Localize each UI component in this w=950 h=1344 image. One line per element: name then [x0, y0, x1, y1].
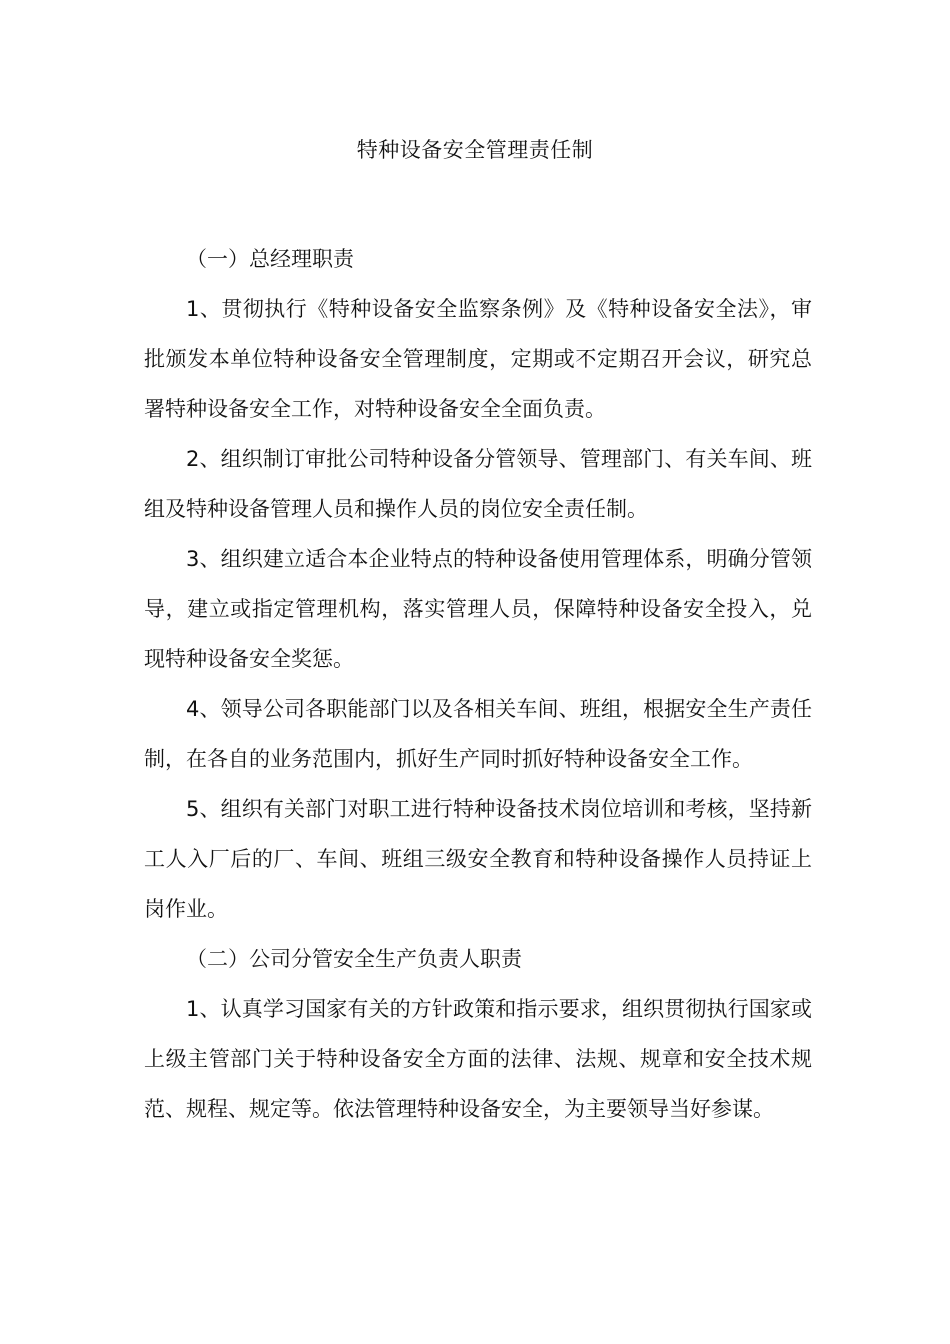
- paragraph-gm-5: 5、组织有关部门对职工进行特种设备技术岗位培训和考核，坚持新工人入厂后的厂、车间、班组三级安全教育和特种设备操作人员持证上岗作业。: [144, 797, 812, 921]
- paragraph-gm-1: 1、贯彻执行《特种设备安全监察条例》及《特种设备安全法》，审批颁发本单位特种设备安全管理制度，定期或不定期召开会议，研究总署特种设备安全工作，对特种设备安全全面负责。: [144, 297, 812, 421]
- paragraph-safety-1: 1、认真学习国家有关的方针政策和指示要求，组织贯彻执行国家或上级主管部门关于特种设备安全方面的法律、法规、规章和安全技术规范、规程、规定等。依法管理特种设备安全，为主要领导当好参谋。: [144, 997, 812, 1121]
- paragraph-gm-3: 3、组织建立适合本企业特点的特种设备使用管理体系，明确分管领导，建立或指定管理机构，落实管理人员，保障特种设备安全投入，兑现特种设备安全奖惩。: [144, 547, 812, 671]
- paragraph-gm-2: 2、组织制订审批公司特种设备分管领导、管理部门、有关车间、班组及特种设备管理人员和操作人员的岗位安全责任制。: [144, 447, 812, 521]
- document-body: [144, 234, 812, 1134]
- section-heading-safety-lead: （二）公司分管安全生产负责人职责: [186, 947, 522, 971]
- section-heading-general-manager: （一）总经理职责: [186, 247, 354, 271]
- document-title: 特种设备安全管理责任制: [356, 138, 594, 162]
- paragraph-gm-4: 4、领导公司各职能部门以及各相关车间、班组，根据安全生产责任制，在各自的业务范围内，抓好生产同时抓好特种设备安全工作。: [144, 697, 812, 771]
